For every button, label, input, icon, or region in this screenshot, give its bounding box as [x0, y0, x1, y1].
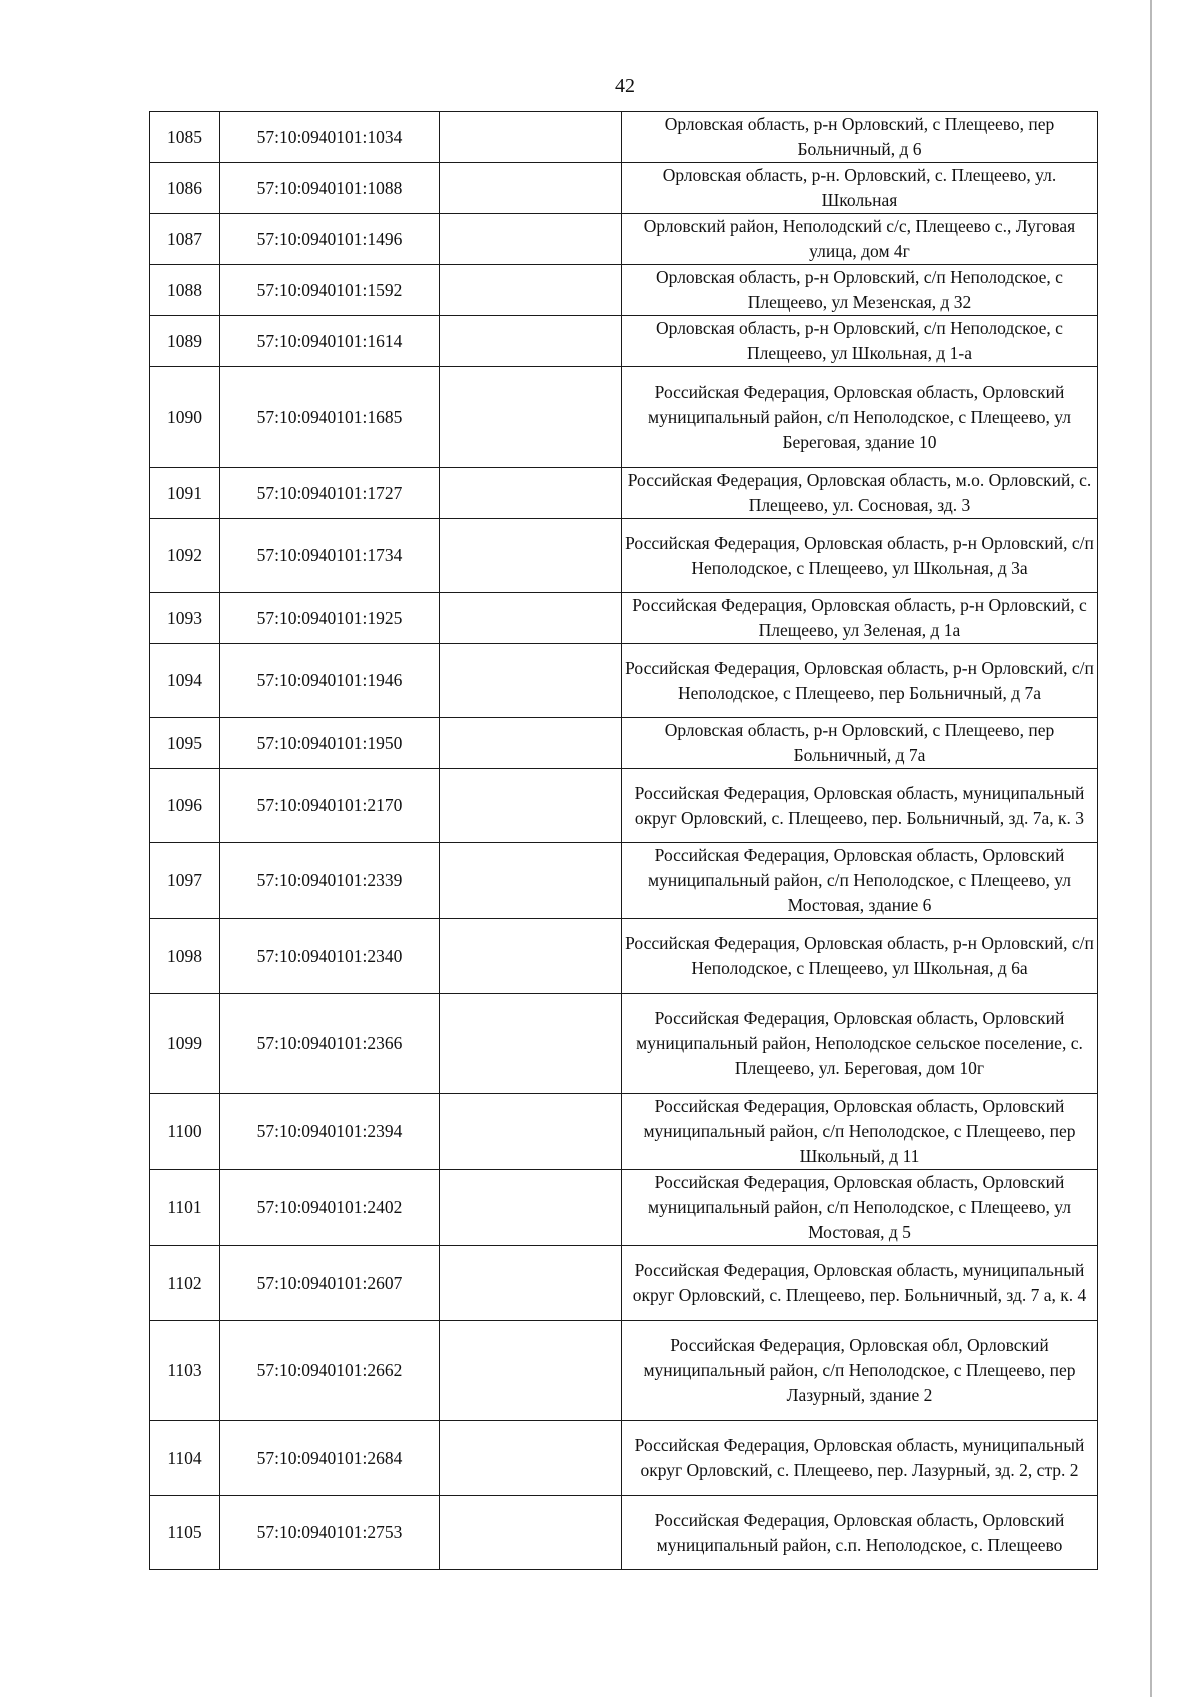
empty-cell — [440, 1170, 622, 1246]
row-number-cell: 1101 — [150, 1170, 220, 1246]
empty-cell — [440, 367, 622, 468]
row-number-cell: 1102 — [150, 1246, 220, 1321]
cadastral-number-cell: 57:10:0940101:1950 — [220, 718, 440, 769]
address-cell: Российская Федерация, Орловская область, муниципальный округ Орловский, с. Плещеево, пер. Лазурный, зд. 2, стр. 2 — [622, 1421, 1098, 1496]
table-row — [150, 1421, 1098, 1496]
row-number-cell: 1093 — [150, 593, 220, 644]
table-row — [150, 1170, 1098, 1246]
table-row — [150, 468, 1098, 519]
empty-cell — [440, 644, 622, 718]
row-number-cell: 1088 — [150, 265, 220, 316]
address-cell: Российская Федерация, Орловская область, Орловский муниципальный район, с/п Неполодское, с Плещеево, ул Береговая, здание 10 — [622, 367, 1098, 468]
row-number-cell: 1089 — [150, 316, 220, 367]
empty-cell — [440, 1321, 622, 1421]
empty-cell — [440, 265, 622, 316]
row-number-cell: 1096 — [150, 769, 220, 843]
address-cell: Российская Федерация, Орловская область, р-н Орловский, с/п Неполодское, с Плещеево, ул Школьная, д 6а — [622, 919, 1098, 994]
address-cell: Российская Федерация, Орловская область, р-н Орловский, с/п Неполодское, с Плещеево, пер Больничный, д 7а — [622, 644, 1098, 718]
empty-cell — [440, 718, 622, 769]
cadastral-number-cell: 57:10:0940101:2170 — [220, 769, 440, 843]
table-row — [150, 316, 1098, 367]
table-row — [150, 367, 1098, 468]
cadastral-number-cell: 57:10:0940101:2662 — [220, 1321, 440, 1421]
empty-cell — [440, 112, 622, 163]
table-row — [150, 1094, 1098, 1170]
table-row — [150, 843, 1098, 919]
cadastral-number-cell: 57:10:0940101:2340 — [220, 919, 440, 994]
empty-cell — [440, 593, 622, 644]
address-cell: Орловская область, р-н Орловский, с/п Неполодское, с Плещеево, ул Мезенская, д 32 — [622, 265, 1098, 316]
address-cell: Российская Федерация, Орловская область, Орловский муниципальный район, с/п Неполодское, с Плещеево, пер Школьный, д 11 — [622, 1094, 1098, 1170]
cadastral-number-cell: 57:10:0940101:2339 — [220, 843, 440, 919]
table-row — [150, 1321, 1098, 1421]
table-row — [150, 919, 1098, 994]
address-cell: Орловская область, р-н. Орловский, с. Плещеево, ул. Школьная — [622, 163, 1098, 214]
row-number-cell: 1098 — [150, 919, 220, 994]
address-cell: Российская Федерация, Орловская область, Орловский муниципальный район, Неполодское сельское поселение, с. Плещеево, ул. Береговая, дом 10г — [622, 994, 1098, 1094]
empty-cell — [440, 994, 622, 1094]
empty-cell — [440, 214, 622, 265]
table-row — [150, 265, 1098, 316]
empty-cell — [440, 1421, 622, 1496]
row-number-cell: 1091 — [150, 468, 220, 519]
address-cell: Российская Федерация, Орловская область, р-н Орловский, с/п Неполодское, с Плещеево, ул Школьная, д 3а — [622, 519, 1098, 593]
table-row — [150, 718, 1098, 769]
empty-cell — [440, 468, 622, 519]
row-number-cell: 1097 — [150, 843, 220, 919]
table-row — [150, 163, 1098, 214]
cadastral-number-cell: 57:10:0940101:2684 — [220, 1421, 440, 1496]
empty-cell — [440, 1094, 622, 1170]
address-cell: Российская Федерация, Орловская область, м.о. Орловский, с. Плещеево, ул. Сосновая, зд. 3 — [622, 468, 1098, 519]
cadastral-registry-table — [149, 111, 1098, 1570]
cadastral-number-cell: 57:10:0940101:1734 — [220, 519, 440, 593]
cadastral-number-cell: 57:10:0940101:2402 — [220, 1170, 440, 1246]
cadastral-number-cell: 57:10:0940101:1592 — [220, 265, 440, 316]
cadastral-number-cell: 57:10:0940101:1727 — [220, 468, 440, 519]
address-cell: Орловский район, Неполодский с/с, Плещеево с., Луговая улица, дом 4г — [622, 214, 1098, 265]
table-row — [150, 593, 1098, 644]
empty-cell — [440, 316, 622, 367]
table-row — [150, 112, 1098, 163]
empty-cell — [440, 1496, 622, 1570]
cadastral-number-cell: 57:10:0940101:2607 — [220, 1246, 440, 1321]
row-number-cell: 1086 — [150, 163, 220, 214]
address-cell: Орловская область, р-н Орловский, с Плещеево, пер Больничный, д 7а — [622, 718, 1098, 769]
address-cell: Российская Федерация, Орловская область, муниципальный округ Орловский, с. Плещеево, пер. Больничный, зд. 7 а, к. 4 — [622, 1246, 1098, 1321]
row-number-cell: 1090 — [150, 367, 220, 468]
empty-cell — [440, 163, 622, 214]
table-row — [150, 1246, 1098, 1321]
cadastral-number-cell: 57:10:0940101:2753 — [220, 1496, 440, 1570]
address-cell: Российская Федерация, Орловская область, Орловский муниципальный район, с.п. Неполодское, с. Плещеево — [622, 1496, 1098, 1570]
address-cell: Российская Федерация, Орловская область, Орловский муниципальный район, с/п Неполодское, с Плещеево, ул Мостовая, д 5 — [622, 1170, 1098, 1246]
empty-cell — [440, 1246, 622, 1321]
cadastral-number-cell: 57:10:0940101:2394 — [220, 1094, 440, 1170]
row-number-cell: 1104 — [150, 1421, 220, 1496]
empty-cell — [440, 843, 622, 919]
address-cell: Российская Федерация, Орловская область, муниципальный округ Орловский, с. Плещеево, пер. Больничный, зд. 7а, к. 3 — [622, 769, 1098, 843]
address-cell: Орловская область, р-н Орловский, с Плещеево, пер Больничный, д 6 — [622, 112, 1098, 163]
table-row — [150, 1496, 1098, 1570]
cadastral-number-cell: 57:10:0940101:1034 — [220, 112, 440, 163]
table-row — [150, 769, 1098, 843]
row-number-cell: 1095 — [150, 718, 220, 769]
empty-cell — [440, 919, 622, 994]
empty-cell — [440, 769, 622, 843]
table-row — [150, 994, 1098, 1094]
cadastral-number-cell: 57:10:0940101:1946 — [220, 644, 440, 718]
address-cell: Российская Федерация, Орловская область, р-н Орловский, с Плещеево, ул Зеленая, д 1а — [622, 593, 1098, 644]
cadastral-number-cell: 57:10:0940101:1925 — [220, 593, 440, 644]
address-cell: Российская Федерация, Орловская обл, Орловский муниципальный район, с/п Неполодское, с Плещеево, пер Лазурный, здание 2 — [622, 1321, 1098, 1421]
table-row — [150, 644, 1098, 718]
row-number-cell: 1105 — [150, 1496, 220, 1570]
row-number-cell: 1103 — [150, 1321, 220, 1421]
address-cell: Орловская область, р-н Орловский, с/п Неполодское, с Плещеево, ул Школьная, д 1-а — [622, 316, 1098, 367]
row-number-cell: 1100 — [150, 1094, 220, 1170]
page-number: 42 — [615, 75, 635, 97]
cadastral-number-cell: 57:10:0940101:1685 — [220, 367, 440, 468]
address-cell: Российская Федерация, Орловская область, Орловский муниципальный район, с/п Неполодское, с Плещеево, ул Мостовая, здание 6 — [622, 843, 1098, 919]
row-number-cell: 1099 — [150, 994, 220, 1094]
page-edge-divider — [1150, 0, 1152, 1697]
row-number-cell: 1085 — [150, 112, 220, 163]
registry-body — [150, 112, 1098, 1570]
table-row — [150, 214, 1098, 265]
cadastral-number-cell: 57:10:0940101:1496 — [220, 214, 440, 265]
cadastral-number-cell: 57:10:0940101:2366 — [220, 994, 440, 1094]
row-number-cell: 1092 — [150, 519, 220, 593]
row-number-cell: 1087 — [150, 214, 220, 265]
table-row — [150, 519, 1098, 593]
cadastral-number-cell: 57:10:0940101:1614 — [220, 316, 440, 367]
empty-cell — [440, 519, 622, 593]
row-number-cell: 1094 — [150, 644, 220, 718]
cadastral-number-cell: 57:10:0940101:1088 — [220, 163, 440, 214]
